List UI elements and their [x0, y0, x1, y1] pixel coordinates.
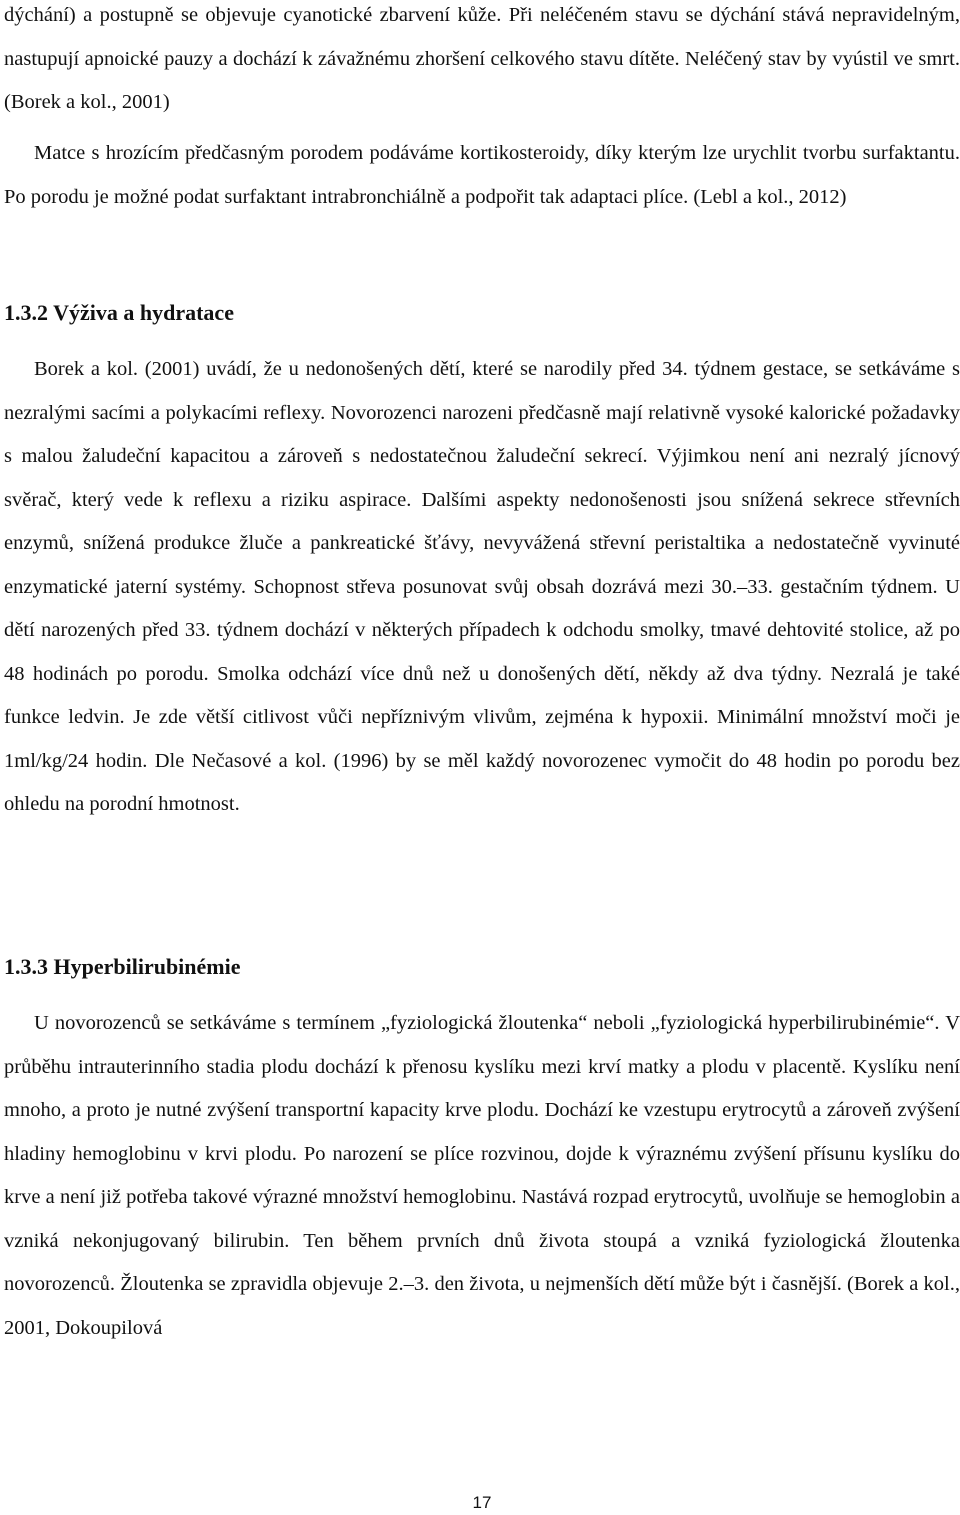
paragraph-respiratory-distress: dýchání) a postupně se objevuje cyanotické zbarvení kůže. Při neléčeném stavu se dýchání stává nepravidelným, nastupují apnoické pauzy a dochází k závažnému zhoršení celkového stavu dítěte. Neléčený stav by vyústil ve smrt. (Borek a kol., 2001) [4, 4, 960, 113]
document-page [4, 0, 960, 1515]
section-heading-hyperbilirubinemia: 1.3.3 Hyperbilirubinémie [4, 954, 241, 979]
paragraph-nutrition: Borek a kol. (2001) uvádí, že u nedonošených dětí, které se narodily před 34. týdnem gestace, se setkáváme s nezralými sacími a polykacími reflexy. Novorozenci narozeni předčasně mají relativně vysoké kalorické požadavky s malou žaludeční kapacitou a zároveň s nedostatečnou žaludeční sekrecí. Výjimkou není ani nezralý jícnový svěrač, který vede k reflexu a riziku aspirace. Dalšími aspekty nedonošenosti jsou snížená sekrece střevních enzymů, snížená produkce žluče a pankreatické šťávy, nevyvážená střevní peristaltika a nedostatečně vyvinuté enzymatické jaterní systémy. Schopnost střeva posunovat svůj obsah dozrává mezi 30.–33. gestačním týdnem. U dětí narozených před 33. týdnem dochází v některých případech k odchodu smolky, tmavé dehtovité stolice, až po 48 hodinách po porodu. Smolka odchází více dnů než u donošených dětí, někdy až dva týdny. Nezralá je také funkce ledvin. Je zde větší citlivost vůči nepříznivým vlivům, zejména k hypoxii. Minimální množství moči je 1ml/kg/24 hodin. Dle Nečasové a kol. (1996) by se měl každý novorozenec vymočit do 48 hodin po porodu bez ohledu na porodní hmotnost. [4, 358, 960, 815]
section-heading-nutrition: 1.3.2 Výživa a hydratace [4, 300, 234, 325]
paragraph-hyperbilirubinemia: U novorozenců se setkáváme s termínem „fyziologická žloutenka“ neboli „fyziologická hyperbilirubinémie“. V průběhu intrauterinního stadia plodu dochází k přenosu kyslíku mezi krví matky a plodu v placentě. Kyslíku není mnoho, a proto je nutné zvýšení transportní kapacity krve plodu. Dochází ke vzestupu erytrocytů a zároveň zvýšení hladiny hemoglobinu v krvi plodu. Po narození se plíce rozvinou, dojde k výraznému zvýšení přísunu kyslíku do krve a není již potřeba takové výrazné množství hemoglobinu. Nastává rozpad erytrocytů, uvolňuje se hemoglobin a vzniká nekonjugovaný bilirubin. Ten během prvních dnů života stoupá a vzniká fyziologická žloutenka novorozenců. Žloutenka se zpravidla objevuje 2.–3. den života, u nejmenších dětí může být i časnější. (Borek a kol., 2001, Dokoupilová [4, 1012, 960, 1339]
paragraph-surfactant: Matce s hrozícím předčasným porodem podáváme kortikosteroidy, díky kterým lze urychlit tvorbu surfaktantu. Po porodu je možné podat surfaktant intrabronchiálně a podpořit tak adaptaci plíce. (Lebl a kol., 2012) [4, 142, 960, 208]
page-number: 17 [472, 1493, 492, 1512]
